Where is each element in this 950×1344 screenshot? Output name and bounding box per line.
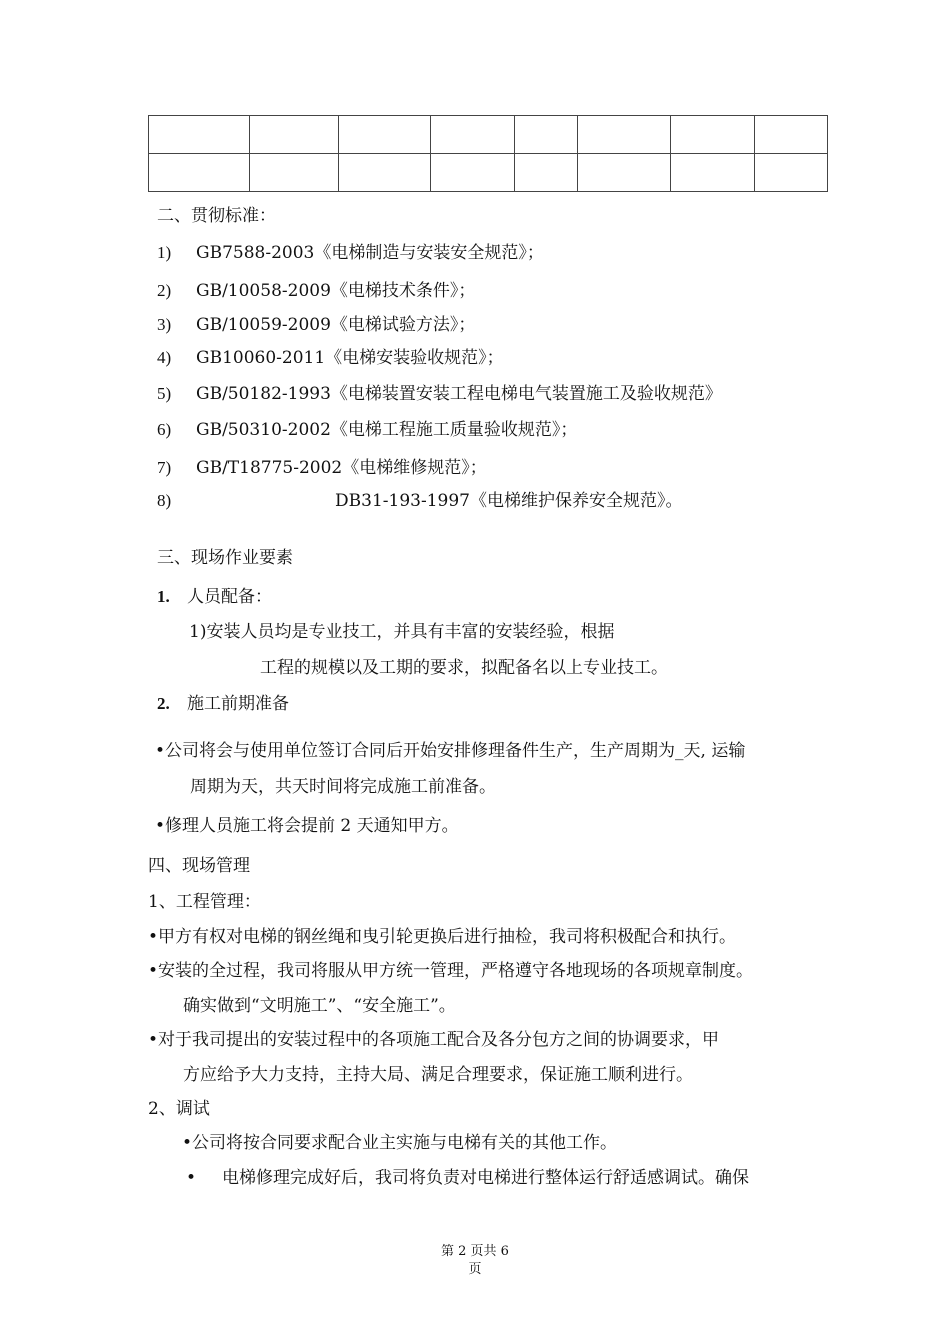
standard-num: 8) (157, 491, 172, 510)
prep-bullet-cont: 周期为天，共天时间将完成施工前准备。 (190, 777, 496, 797)
staffing-num: 1. (157, 587, 170, 606)
site-heading: 三、现场作业要素 (157, 548, 293, 568)
table-cell (149, 116, 250, 154)
table-cell (149, 154, 250, 192)
standard-text: GB/10059-2009《电梯试验方法》； (196, 315, 476, 335)
staffing-text-cont: 工程的规模以及工期的要求，拟配备名以上专业技工。 (260, 658, 668, 678)
table-cell (339, 154, 431, 192)
engineering-bullet-cont: 确实做到“文明施工”、“安全施工”。 (183, 996, 456, 1016)
engineering-bullet: •安装的全过程，我司将服从甲方统一管理，严格遵守各地现场的各项规章制度。 (148, 961, 754, 981)
table-row (149, 116, 828, 154)
table-cell (755, 154, 828, 192)
table-cell (339, 116, 431, 154)
staffing-title: 人员配备： (187, 587, 272, 607)
table-cell (515, 154, 578, 192)
table-cell (755, 116, 828, 154)
engineering-bullet: •甲方有权对电梯的钢丝绳和曳引轮更换后进行抽检，我司将积极配合和执行。 (148, 927, 737, 947)
standard-text: GB10060-2011《电梯安装验收规范》； (196, 348, 504, 368)
prep-num: 2. (157, 694, 170, 713)
bullet-icon: • (186, 1168, 197, 1188)
standard-text: GB7588-2003《电梯制造与安装安全规范》； (196, 243, 544, 263)
prep-bullet: •公司将会与使用单位签订合同后开始安排修理备件生产，生产周期为_天, 运输 (155, 741, 746, 761)
standards-heading: 二、贯彻标准： (157, 206, 276, 226)
table-cell (578, 154, 671, 192)
debug-bullet-text: 电梯修理完成好后，我司将负责对电梯进行整体运行舒适感调试。确保 (222, 1168, 749, 1188)
standard-text: GB/50182-1993《电梯装置安装工程电梯电气装置施工及验收规范》 (196, 384, 722, 404)
table-cell (250, 154, 339, 192)
standard-num: 3) (157, 315, 172, 334)
page-number-cont: 页 (468, 1262, 482, 1277)
management-heading: 四、现场管理 (148, 856, 250, 876)
debug-bullet: •公司将按合同要求配合业主实施与电梯有关的其他工作。 (182, 1133, 618, 1153)
table-cell (671, 154, 755, 192)
table-cell (250, 116, 339, 154)
standard-text: GB/10058-2009《电梯技术条件》； (196, 281, 476, 301)
standard-num: 6) (157, 420, 172, 439)
table-row (149, 154, 828, 192)
page-number: 第 2 页共 6 (441, 1244, 509, 1259)
standard-num: 1) (157, 243, 172, 262)
standard-num: 4) (157, 348, 172, 367)
staffing-text: 1)安装人员均是专业技工，并具有丰富的安装经验，根据 (189, 622, 615, 642)
engineering-bullet-cont: 方应给予大力支持，主持大局、满足合理要求，保证施工顺利进行。 (183, 1065, 693, 1085)
prep-title: 施工前期准备 (187, 694, 289, 714)
standard-text: GB/T18775-2002《电梯维修规范》； (196, 458, 487, 478)
table-cell (431, 154, 515, 192)
table-cell (515, 116, 578, 154)
debug-title: 2、调试 (148, 1099, 210, 1119)
table-cell (578, 116, 671, 154)
standard-text: GB/50310-2002《电梯工程施工质量验收规范》； (196, 420, 578, 440)
standard-text: DB31-193-1997《电梯维护保养安全规范》。 (335, 491, 683, 511)
standard-num: 7) (157, 458, 172, 477)
prep-bullet: •修理人员施工将会提前 2 天通知甲方。 (155, 816, 459, 836)
standard-num: 5) (157, 384, 172, 403)
blank-table (148, 115, 828, 192)
table-cell (431, 116, 515, 154)
engineering-bullet: •对于我司提出的安装过程中的各项施工配合及各分包方之间的协调要求，甲 (148, 1030, 720, 1050)
engineering-title: 1、工程管理： (148, 892, 261, 912)
standard-num: 2) (157, 281, 172, 300)
table-cell (671, 116, 755, 154)
